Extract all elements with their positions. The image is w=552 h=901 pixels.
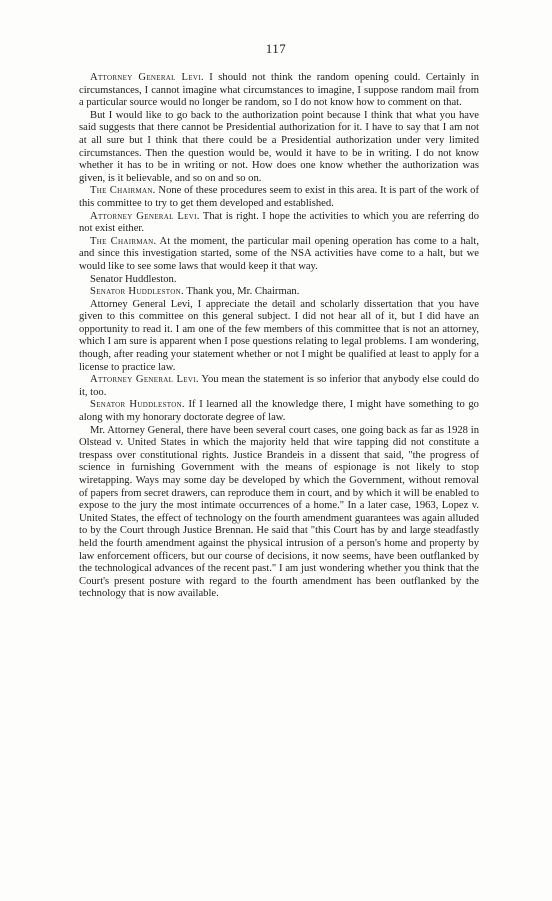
paragraph xyxy=(79,72,479,110)
speaker-name: Attorney General Levi. xyxy=(90,210,200,222)
paragraph xyxy=(79,211,479,236)
speaker-name: The Chairman. xyxy=(90,235,157,247)
paragraph-text: None of these procedures seem to exist in this area. It is part of the work of this committee to try to get them developed and established. xyxy=(79,185,479,209)
paragraph-text: I should not think the random opening could. Certainly in circumstances, I cannot imagine what circumstances to imagine, I suppose random mail from a particular source would no longer be random, so I do not know how to comment on that. xyxy=(79,72,480,109)
paragraph-text: At the moment, the particular mail opening operation has come to a halt, and since this investigation started, some of the NSA activities have come to a halt, but we would like to see some laws that would keep it that way. xyxy=(79,235,480,272)
transcript-body xyxy=(79,72,479,601)
paragraph-text: But I would like to go back to the authorization point because I think that what you have said suggests that there cannot be Presidential authorization for it. I have to say that I am not at all sure but I think that there could be a Presidential authorization under very limited circumstances. Then the question would be, would it have to be in writing. I do not know whether it has to be in writing or not. How does one know whether the authorization was given, is it believable, and so on and so on. xyxy=(79,109,479,184)
speaker-name: Senator Huddleston. xyxy=(90,286,184,298)
paragraph xyxy=(79,185,479,210)
paragraph xyxy=(79,274,479,287)
page-number: 117 xyxy=(265,41,287,56)
paragraph xyxy=(79,399,479,424)
paragraph-text: If I learned all the knowledge there, I might have something to go along with my honorary doctorate degree of law. xyxy=(79,399,479,424)
paragraph xyxy=(79,110,479,186)
speaker-name: Senator Huddleston. xyxy=(90,399,185,411)
speaker-name: Attorney General Levi. xyxy=(90,374,199,386)
speaker-name: The Chairman. xyxy=(90,185,156,197)
paragraph xyxy=(79,374,479,399)
paragraph xyxy=(79,425,479,601)
paragraph-text: That is right. I hope the activities to which you are referring do not exist either. xyxy=(79,210,479,235)
paragraph-text: Mr. Attorney General, there have been several court cases, one going back as far as 1928 in Olstead v. United States in which the majority held that wire tapping did not constitute a trespass over constitutional rights. Justice Brandeis in a dissent that said, "the progress of science in furnishing Government with the means of espionage is not likely to stop wiretapping. Ways may some day be developed by which the Government, without removal of papers from secret drawers, can reproduce them in court, and by which it will be enabled to expose to the jury the most intimate occurrences of a home." In a later case, 1963, Lopez v. United States, the effect of technology on the fourth amendment guarantees was again alluded to by the Court through Justice Brennan. He said that "this Court has by and large steadfastly held the fourth amendment against the physical intrusion of a person's home and property by law enforcement officers, but our course of decisions, it now seems, have been outflanked by the technological advances of the recent past." I am just wondering whether you think that the Court's present posture with regard to the fourth amendment has been outflanked by the technology that is now available. xyxy=(79,424,479,600)
paragraph xyxy=(79,236,479,274)
paragraph-text: Attorney General Levi, I appreciate the detail and scholarly dissertation that you have given to this committee on this general subject. I did not hear all of it, but I did have an opportunity to read it. I am one of the few members of this committee that is not an attorney, which I am sure is apparent when I pose questions relating to legal problems. I am wondering, though, after reading your statement whether or not I might be qualified at least to apply for a license to practice law. xyxy=(79,298,479,373)
paragraph xyxy=(79,299,479,375)
speaker-name: Attorney General Levi. xyxy=(90,72,204,83)
paragraph-text: Thank you, Mr. Chairman. xyxy=(183,286,300,298)
paragraph-text: Senator Huddleston. xyxy=(90,273,177,285)
paragraph xyxy=(79,286,479,299)
paragraph-text: You mean the statement is so inferior that anybody else could do it, too. xyxy=(79,374,479,398)
